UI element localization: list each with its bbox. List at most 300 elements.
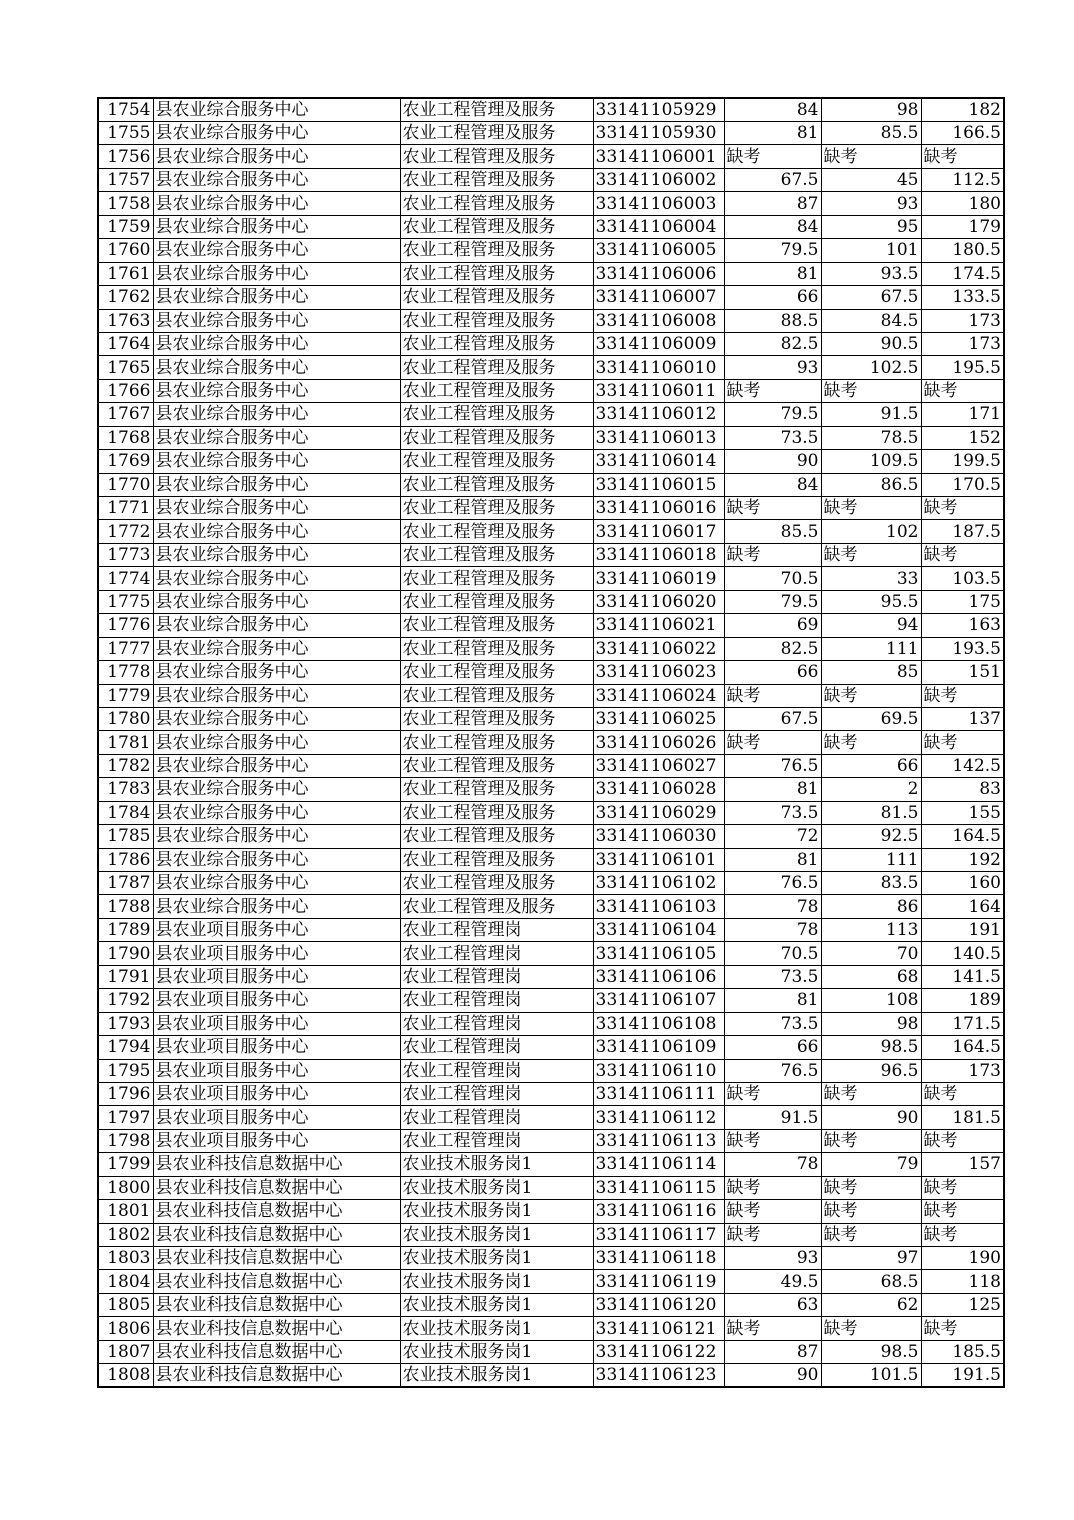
score-2-cell: 85: [821, 661, 921, 684]
position-name-cell: 农业技术服务岗1: [400, 1176, 593, 1199]
total-score-cell: 112.5: [921, 168, 1004, 191]
total-score-cell: 缺考: [921, 1082, 1004, 1105]
score-1-cell: 79.5: [724, 403, 821, 426]
score-2-cell: 缺考: [821, 1223, 921, 1246]
unit-name-cell: 县农业综合服务中心: [153, 520, 400, 543]
table-row: [98, 825, 1004, 848]
total-score-cell: 166.5: [921, 122, 1004, 145]
exam-id-cell: 33141106122: [593, 1340, 724, 1363]
unit-name-cell: 县农业项目服务中心: [153, 989, 400, 1012]
score-1-cell: 78: [724, 918, 821, 941]
position-name-cell: 农业工程管理及服务: [400, 637, 593, 660]
table-row: [98, 1364, 1004, 1388]
exam-id-cell: 33141106113: [593, 1129, 724, 1152]
exam-id-cell: 33141106109: [593, 1036, 724, 1059]
score-2-cell: 95.5: [821, 590, 921, 613]
exam-id-cell: 33141106011: [593, 379, 724, 402]
position-name-cell: 农业技术服务岗1: [400, 1247, 593, 1270]
score-1-cell: 66: [724, 1036, 821, 1059]
unit-name-cell: 县农业综合服务中心: [153, 754, 400, 777]
row-number-cell: 1780: [98, 707, 153, 730]
row-number-cell: 1778: [98, 661, 153, 684]
unit-name-cell: 县农业综合服务中心: [153, 192, 400, 215]
exam-id-cell: 33141106024: [593, 684, 724, 707]
exam-id-cell: 33141106021: [593, 614, 724, 637]
exam-id-cell: 33141106120: [593, 1293, 724, 1316]
total-score-cell: 缺考: [921, 543, 1004, 566]
total-score-cell: 缺考: [921, 1223, 1004, 1246]
unit-name-cell: 县农业综合服务中心: [153, 497, 400, 520]
unit-name-cell: 县农业综合服务中心: [153, 661, 400, 684]
exam-id-cell: 33141106019: [593, 567, 724, 590]
exam-id-cell: 33141106020: [593, 590, 724, 613]
score-1-cell: 79.5: [724, 239, 821, 262]
table-row: [98, 778, 1004, 801]
position-name-cell: 农业工程管理及服务: [400, 872, 593, 895]
score-2-cell: 98.5: [821, 1036, 921, 1059]
score-1-cell: 76.5: [724, 754, 821, 777]
unit-name-cell: 县农业综合服务中心: [153, 590, 400, 613]
table-row: [98, 684, 1004, 707]
total-score-cell: 164.5: [921, 1036, 1004, 1059]
score-2-cell: 102.5: [821, 356, 921, 379]
row-number-cell: 1793: [98, 1012, 153, 1035]
unit-name-cell: 县农业项目服务中心: [153, 1082, 400, 1105]
unit-name-cell: 县农业综合服务中心: [153, 215, 400, 238]
score-1-cell: 81: [724, 848, 821, 871]
position-name-cell: 农业工程管理及服务: [400, 731, 593, 754]
score-1-cell: 81: [724, 262, 821, 285]
exam-id-cell: 33141106007: [593, 286, 724, 309]
total-score-cell: 174.5: [921, 262, 1004, 285]
unit-name-cell: 县农业科技信息数据中心: [153, 1293, 400, 1316]
total-score-cell: 181.5: [921, 1106, 1004, 1129]
score-2-cell: 113: [821, 918, 921, 941]
score-1-cell: 67.5: [724, 168, 821, 191]
total-score-cell: 182: [921, 98, 1004, 122]
row-number-cell: 1797: [98, 1106, 153, 1129]
unit-name-cell: 县农业科技信息数据中心: [153, 1364, 400, 1388]
score-2-cell: 108: [821, 989, 921, 1012]
row-number-cell: 1783: [98, 778, 153, 801]
row-number-cell: 1766: [98, 379, 153, 402]
total-score-cell: 199.5: [921, 450, 1004, 473]
score-1-cell: 93: [724, 1247, 821, 1270]
exam-id-cell: 33141106013: [593, 426, 724, 449]
table-row: [98, 168, 1004, 191]
position-name-cell: 农业工程管理及服务: [400, 707, 593, 730]
total-score-cell: 137: [921, 707, 1004, 730]
unit-name-cell: 县农业综合服务中心: [153, 684, 400, 707]
row-number-cell: 1773: [98, 543, 153, 566]
score-1-cell: 87: [724, 192, 821, 215]
row-number-cell: 1761: [98, 262, 153, 285]
position-name-cell: 农业技术服务岗1: [400, 1223, 593, 1246]
table-row: [98, 707, 1004, 730]
table-row: [98, 731, 1004, 754]
unit-name-cell: 县农业项目服务中心: [153, 965, 400, 988]
exam-id-cell: 33141106110: [593, 1059, 724, 1082]
total-score-cell: 152: [921, 426, 1004, 449]
score-2-cell: 92.5: [821, 825, 921, 848]
score-1-cell: 70.5: [724, 567, 821, 590]
table-row: [98, 1036, 1004, 1059]
unit-name-cell: 县农业科技信息数据中心: [153, 1270, 400, 1293]
row-number-cell: 1759: [98, 215, 153, 238]
score-2-cell: 84.5: [821, 309, 921, 332]
row-number-cell: 1768: [98, 426, 153, 449]
score-1-cell: 缺考: [724, 1223, 821, 1246]
unit-name-cell: 县农业综合服务中心: [153, 145, 400, 168]
total-score-cell: 171.5: [921, 1012, 1004, 1035]
table-row: [98, 848, 1004, 871]
unit-name-cell: 县农业综合服务中心: [153, 262, 400, 285]
position-name-cell: 农业工程管理岗: [400, 1106, 593, 1129]
total-score-cell: 155: [921, 801, 1004, 824]
score-2-cell: 109.5: [821, 450, 921, 473]
score-2-cell: 101: [821, 239, 921, 262]
table-row: [98, 98, 1004, 122]
total-score-cell: 缺考: [921, 145, 1004, 168]
position-name-cell: 农业工程管理及服务: [400, 286, 593, 309]
score-2-cell: 缺考: [821, 1176, 921, 1199]
score-2-cell: 缺考: [821, 1200, 921, 1223]
score-2-cell: 缺考: [821, 1082, 921, 1105]
table-row: [98, 286, 1004, 309]
score-1-cell: 63: [724, 1293, 821, 1316]
position-name-cell: 农业工程管理岗: [400, 1059, 593, 1082]
row-number-cell: 1772: [98, 520, 153, 543]
exam-id-cell: 33141106017: [593, 520, 724, 543]
exam-id-cell: 33141106111: [593, 1082, 724, 1105]
table-row: [98, 1106, 1004, 1129]
unit-name-cell: 县农业项目服务中心: [153, 1059, 400, 1082]
row-number-cell: 1776: [98, 614, 153, 637]
score-1-cell: 缺考: [724, 684, 821, 707]
row-number-cell: 1803: [98, 1247, 153, 1270]
table-row: [98, 1153, 1004, 1176]
row-number-cell: 1785: [98, 825, 153, 848]
unit-name-cell: 县农业项目服务中心: [153, 918, 400, 941]
position-name-cell: 农业工程管理及服务: [400, 309, 593, 332]
table-row: [98, 1317, 1004, 1340]
total-score-cell: 190: [921, 1247, 1004, 1270]
unit-name-cell: 县农业综合服务中心: [153, 872, 400, 895]
score-2-cell: 98: [821, 98, 921, 122]
total-score-cell: 171: [921, 403, 1004, 426]
table-row: [98, 801, 1004, 824]
exam-id-cell: 33141106006: [593, 262, 724, 285]
row-number-cell: 1805: [98, 1293, 153, 1316]
table-row: [98, 450, 1004, 473]
score-1-cell: 66: [724, 286, 821, 309]
table-row: [98, 309, 1004, 332]
total-score-cell: 缺考: [921, 1200, 1004, 1223]
total-score-cell: 141.5: [921, 965, 1004, 988]
exam-id-cell: 33141106114: [593, 1153, 724, 1176]
exam-id-cell: 33141106027: [593, 754, 724, 777]
row-number-cell: 1781: [98, 731, 153, 754]
score-2-cell: 97: [821, 1247, 921, 1270]
unit-name-cell: 县农业科技信息数据中心: [153, 1200, 400, 1223]
position-name-cell: 农业工程管理岗: [400, 1012, 593, 1035]
total-score-cell: 179: [921, 215, 1004, 238]
unit-name-cell: 县农业综合服务中心: [153, 122, 400, 145]
total-score-cell: 175: [921, 590, 1004, 613]
exam-id-cell: 33141106005: [593, 239, 724, 262]
total-score-cell: 83: [921, 778, 1004, 801]
score-2-cell: 缺考: [821, 379, 921, 402]
score-1-cell: 78: [724, 1153, 821, 1176]
unit-name-cell: 县农业综合服务中心: [153, 332, 400, 355]
row-number-cell: 1804: [98, 1270, 153, 1293]
position-name-cell: 农业工程管理岗: [400, 965, 593, 988]
total-score-cell: 180: [921, 192, 1004, 215]
unit-name-cell: 县农业综合服务中心: [153, 731, 400, 754]
unit-name-cell: 县农业综合服务中心: [153, 239, 400, 262]
table-row: [98, 520, 1004, 543]
exam-id-cell: 33141106106: [593, 965, 724, 988]
total-score-cell: 189: [921, 989, 1004, 1012]
exam-id-cell: 33141106030: [593, 825, 724, 848]
total-score-cell: 192: [921, 848, 1004, 871]
score-2-cell: 86: [821, 895, 921, 918]
table-row: [98, 567, 1004, 590]
exam-id-cell: 33141106022: [593, 637, 724, 660]
score-1-cell: 78: [724, 895, 821, 918]
score-2-cell: 67.5: [821, 286, 921, 309]
exam-id-cell: 33141106015: [593, 473, 724, 496]
position-name-cell: 农业工程管理及服务: [400, 262, 593, 285]
exam-id-cell: 33141106121: [593, 1317, 724, 1340]
exam-id-cell: 33141106014: [593, 450, 724, 473]
position-name-cell: 农业技术服务岗1: [400, 1340, 593, 1363]
row-number-cell: 1788: [98, 895, 153, 918]
exam-id-cell: 33141106107: [593, 989, 724, 1012]
position-name-cell: 农业工程管理及服务: [400, 520, 593, 543]
exam-id-cell: 33141106004: [593, 215, 724, 238]
score-1-cell: 84: [724, 473, 821, 496]
row-number-cell: 1794: [98, 1036, 153, 1059]
score-1-cell: 69: [724, 614, 821, 637]
score-2-cell: 缺考: [821, 497, 921, 520]
total-score-cell: 173: [921, 309, 1004, 332]
score-2-cell: 缺考: [821, 145, 921, 168]
row-number-cell: 1756: [98, 145, 153, 168]
row-number-cell: 1786: [98, 848, 153, 871]
total-score-cell: 173: [921, 1059, 1004, 1082]
table-row: [98, 145, 1004, 168]
unit-name-cell: 县农业科技信息数据中心: [153, 1176, 400, 1199]
total-score-cell: 195.5: [921, 356, 1004, 379]
total-score-cell: 164: [921, 895, 1004, 918]
position-name-cell: 农业工程管理及服务: [400, 801, 593, 824]
unit-name-cell: 县农业综合服务中心: [153, 778, 400, 801]
score-1-cell: 缺考: [724, 731, 821, 754]
table-row: [98, 895, 1004, 918]
table-row: [98, 192, 1004, 215]
total-score-cell: 187.5: [921, 520, 1004, 543]
score-1-cell: 缺考: [724, 497, 821, 520]
table-row: [98, 1082, 1004, 1105]
unit-name-cell: 县农业科技信息数据中心: [153, 1340, 400, 1363]
exam-id-cell: 33141106023: [593, 661, 724, 684]
score-2-cell: 62: [821, 1293, 921, 1316]
score-1-cell: 81: [724, 989, 821, 1012]
unit-name-cell: 县农业综合服务中心: [153, 848, 400, 871]
position-name-cell: 农业工程管理岗: [400, 1082, 593, 1105]
position-name-cell: 农业工程管理及服务: [400, 754, 593, 777]
total-score-cell: 103.5: [921, 567, 1004, 590]
score-2-cell: 85.5: [821, 122, 921, 145]
total-score-cell: 170.5: [921, 473, 1004, 496]
row-number-cell: 1770: [98, 473, 153, 496]
exam-id-cell: 33141106026: [593, 731, 724, 754]
score-1-cell: 缺考: [724, 543, 821, 566]
score-1-cell: 缺考: [724, 1317, 821, 1340]
score-2-cell: 86.5: [821, 473, 921, 496]
row-number-cell: 1782: [98, 754, 153, 777]
score-1-cell: 82.5: [724, 332, 821, 355]
score-2-cell: 93.5: [821, 262, 921, 285]
exam-id-cell: 33141106105: [593, 942, 724, 965]
score-1-cell: 93: [724, 356, 821, 379]
row-number-cell: 1758: [98, 192, 153, 215]
score-1-cell: 73.5: [724, 426, 821, 449]
exam-id-cell: 33141106012: [593, 403, 724, 426]
row-number-cell: 1763: [98, 309, 153, 332]
score-1-cell: 81: [724, 778, 821, 801]
row-number-cell: 1807: [98, 1340, 153, 1363]
row-number-cell: 1790: [98, 942, 153, 965]
total-score-cell: 缺考: [921, 1317, 1004, 1340]
total-score-cell: 193.5: [921, 637, 1004, 660]
total-score-cell: 191: [921, 918, 1004, 941]
score-2-cell: 111: [821, 848, 921, 871]
table-row: [98, 379, 1004, 402]
total-score-cell: 缺考: [921, 379, 1004, 402]
score-table-body: [98, 98, 1004, 1387]
table-row: [98, 754, 1004, 777]
exam-id-cell: 33141106029: [593, 801, 724, 824]
row-number-cell: 1777: [98, 637, 153, 660]
unit-name-cell: 县农业综合服务中心: [153, 450, 400, 473]
unit-name-cell: 县农业科技信息数据中心: [153, 1247, 400, 1270]
score-2-cell: 83.5: [821, 872, 921, 895]
position-name-cell: 农业工程管理及服务: [400, 192, 593, 215]
row-number-cell: 1774: [98, 567, 153, 590]
score-2-cell: 78.5: [821, 426, 921, 449]
unit-name-cell: 县农业综合服务中心: [153, 356, 400, 379]
score-1-cell: 缺考: [724, 1082, 821, 1105]
score-1-cell: 81: [724, 122, 821, 145]
table-row: [98, 1223, 1004, 1246]
table-row: [98, 1340, 1004, 1363]
unit-name-cell: 县农业综合服务中心: [153, 426, 400, 449]
score-2-cell: 93: [821, 192, 921, 215]
row-number-cell: 1787: [98, 872, 153, 895]
unit-name-cell: 县农业综合服务中心: [153, 168, 400, 191]
row-number-cell: 1779: [98, 684, 153, 707]
score-1-cell: 73.5: [724, 965, 821, 988]
unit-name-cell: 县农业综合服务中心: [153, 543, 400, 566]
position-name-cell: 农业技术服务岗1: [400, 1293, 593, 1316]
position-name-cell: 农业工程管理及服务: [400, 590, 593, 613]
table-row: [98, 1293, 1004, 1316]
score-1-cell: 缺考: [724, 1176, 821, 1199]
position-name-cell: 农业工程管理及服务: [400, 497, 593, 520]
score-2-cell: 68: [821, 965, 921, 988]
table-row: [98, 1247, 1004, 1270]
table-row: [98, 942, 1004, 965]
exam-id-cell: 33141106115: [593, 1176, 724, 1199]
position-name-cell: 农业工程管理及服务: [400, 684, 593, 707]
exam-id-cell: 33141106009: [593, 332, 724, 355]
score-1-cell: 缺考: [724, 1129, 821, 1152]
score-1-cell: 84: [724, 215, 821, 238]
exam-id-cell: 33141106119: [593, 1270, 724, 1293]
score-1-cell: 90: [724, 450, 821, 473]
total-score-cell: 缺考: [921, 497, 1004, 520]
row-number-cell: 1799: [98, 1153, 153, 1176]
score-1-cell: 缺考: [724, 1200, 821, 1223]
position-name-cell: 农业技术服务岗1: [400, 1317, 593, 1340]
position-name-cell: 农业工程管理岗: [400, 1036, 593, 1059]
unit-name-cell: 县农业综合服务中心: [153, 379, 400, 402]
table-row: [98, 661, 1004, 684]
unit-name-cell: 县农业综合服务中心: [153, 473, 400, 496]
table-row: [98, 1059, 1004, 1082]
exam-id-cell: 33141106018: [593, 543, 724, 566]
row-number-cell: 1765: [98, 356, 153, 379]
score-1-cell: 85.5: [724, 520, 821, 543]
total-score-cell: 164.5: [921, 825, 1004, 848]
unit-name-cell: 县农业综合服务中心: [153, 309, 400, 332]
row-number-cell: 1762: [98, 286, 153, 309]
score-2-cell: 90: [821, 1106, 921, 1129]
position-name-cell: 农业技术服务岗1: [400, 1364, 593, 1388]
position-name-cell: 农业技术服务岗1: [400, 1200, 593, 1223]
table-row: [98, 637, 1004, 660]
position-name-cell: 农业工程管理及服务: [400, 122, 593, 145]
position-name-cell: 农业工程管理及服务: [400, 473, 593, 496]
total-score-cell: 191.5: [921, 1364, 1004, 1388]
score-1-cell: 缺考: [724, 379, 821, 402]
score-2-cell: 79: [821, 1153, 921, 1176]
total-score-cell: 160: [921, 872, 1004, 895]
position-name-cell: 农业工程管理及服务: [400, 450, 593, 473]
table-row: [98, 965, 1004, 988]
unit-name-cell: 县农业科技信息数据中心: [153, 1153, 400, 1176]
table-row: [98, 1012, 1004, 1035]
unit-name-cell: 县农业综合服务中心: [153, 98, 400, 122]
row-number-cell: 1792: [98, 989, 153, 1012]
row-number-cell: 1789: [98, 918, 153, 941]
row-number-cell: 1757: [98, 168, 153, 191]
score-1-cell: 70.5: [724, 942, 821, 965]
score-1-cell: 87: [724, 1340, 821, 1363]
position-name-cell: 农业工程管理及服务: [400, 239, 593, 262]
exam-id-cell: 33141106104: [593, 918, 724, 941]
score-2-cell: 缺考: [821, 684, 921, 707]
row-number-cell: 1802: [98, 1223, 153, 1246]
table-row: [98, 989, 1004, 1012]
position-name-cell: 农业工程管理及服务: [400, 825, 593, 848]
position-name-cell: 农业工程管理及服务: [400, 168, 593, 191]
score-2-cell: 91.5: [821, 403, 921, 426]
table-row: [98, 1176, 1004, 1199]
total-score-cell: 157: [921, 1153, 1004, 1176]
